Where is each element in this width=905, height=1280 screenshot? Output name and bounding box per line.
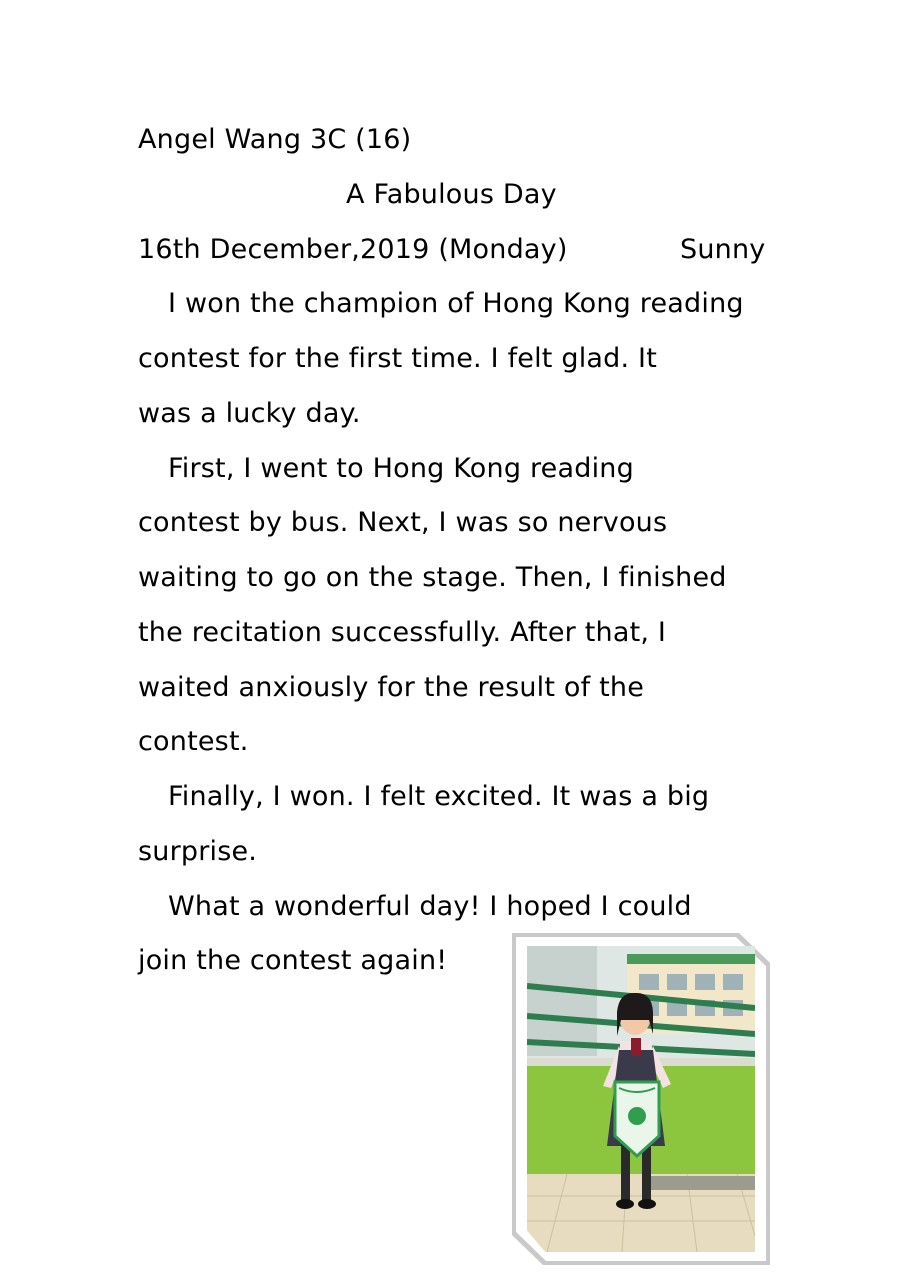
body-line: waited anxiously for the result of the [138, 672, 645, 703]
body-line: contest. [138, 726, 249, 757]
body-line: First, I went to Hong Kong reading [168, 453, 634, 484]
body-line: Finally, I won. I felt excited. It was a big [168, 781, 710, 812]
body-line: What a wonderful day! I hoped I could [168, 891, 692, 922]
body-line: waiting to go on the stage. Then, I finished [138, 562, 727, 593]
date-line: 16th December,2019 (Monday) [138, 234, 568, 265]
author-line: Angel Wang 3C (16) [138, 124, 412, 155]
body-line: join the contest again! [138, 945, 448, 976]
body-line: contest by bus. Next, I was so nervous [138, 507, 668, 538]
body-line: the recitation successfully. After that, I [138, 617, 667, 648]
body-line: I won the champion of Hong Kong reading [168, 288, 744, 319]
weather-label: Sunny [680, 234, 766, 265]
student-photo [527, 946, 755, 1252]
body-line: was a lucky day. [138, 398, 361, 429]
body-line: contest for the first time. I felt glad. It [138, 343, 657, 374]
page-title: A Fabulous Day [346, 179, 557, 210]
body-line: surprise. [138, 836, 258, 867]
photo-illustration [527, 946, 755, 1252]
